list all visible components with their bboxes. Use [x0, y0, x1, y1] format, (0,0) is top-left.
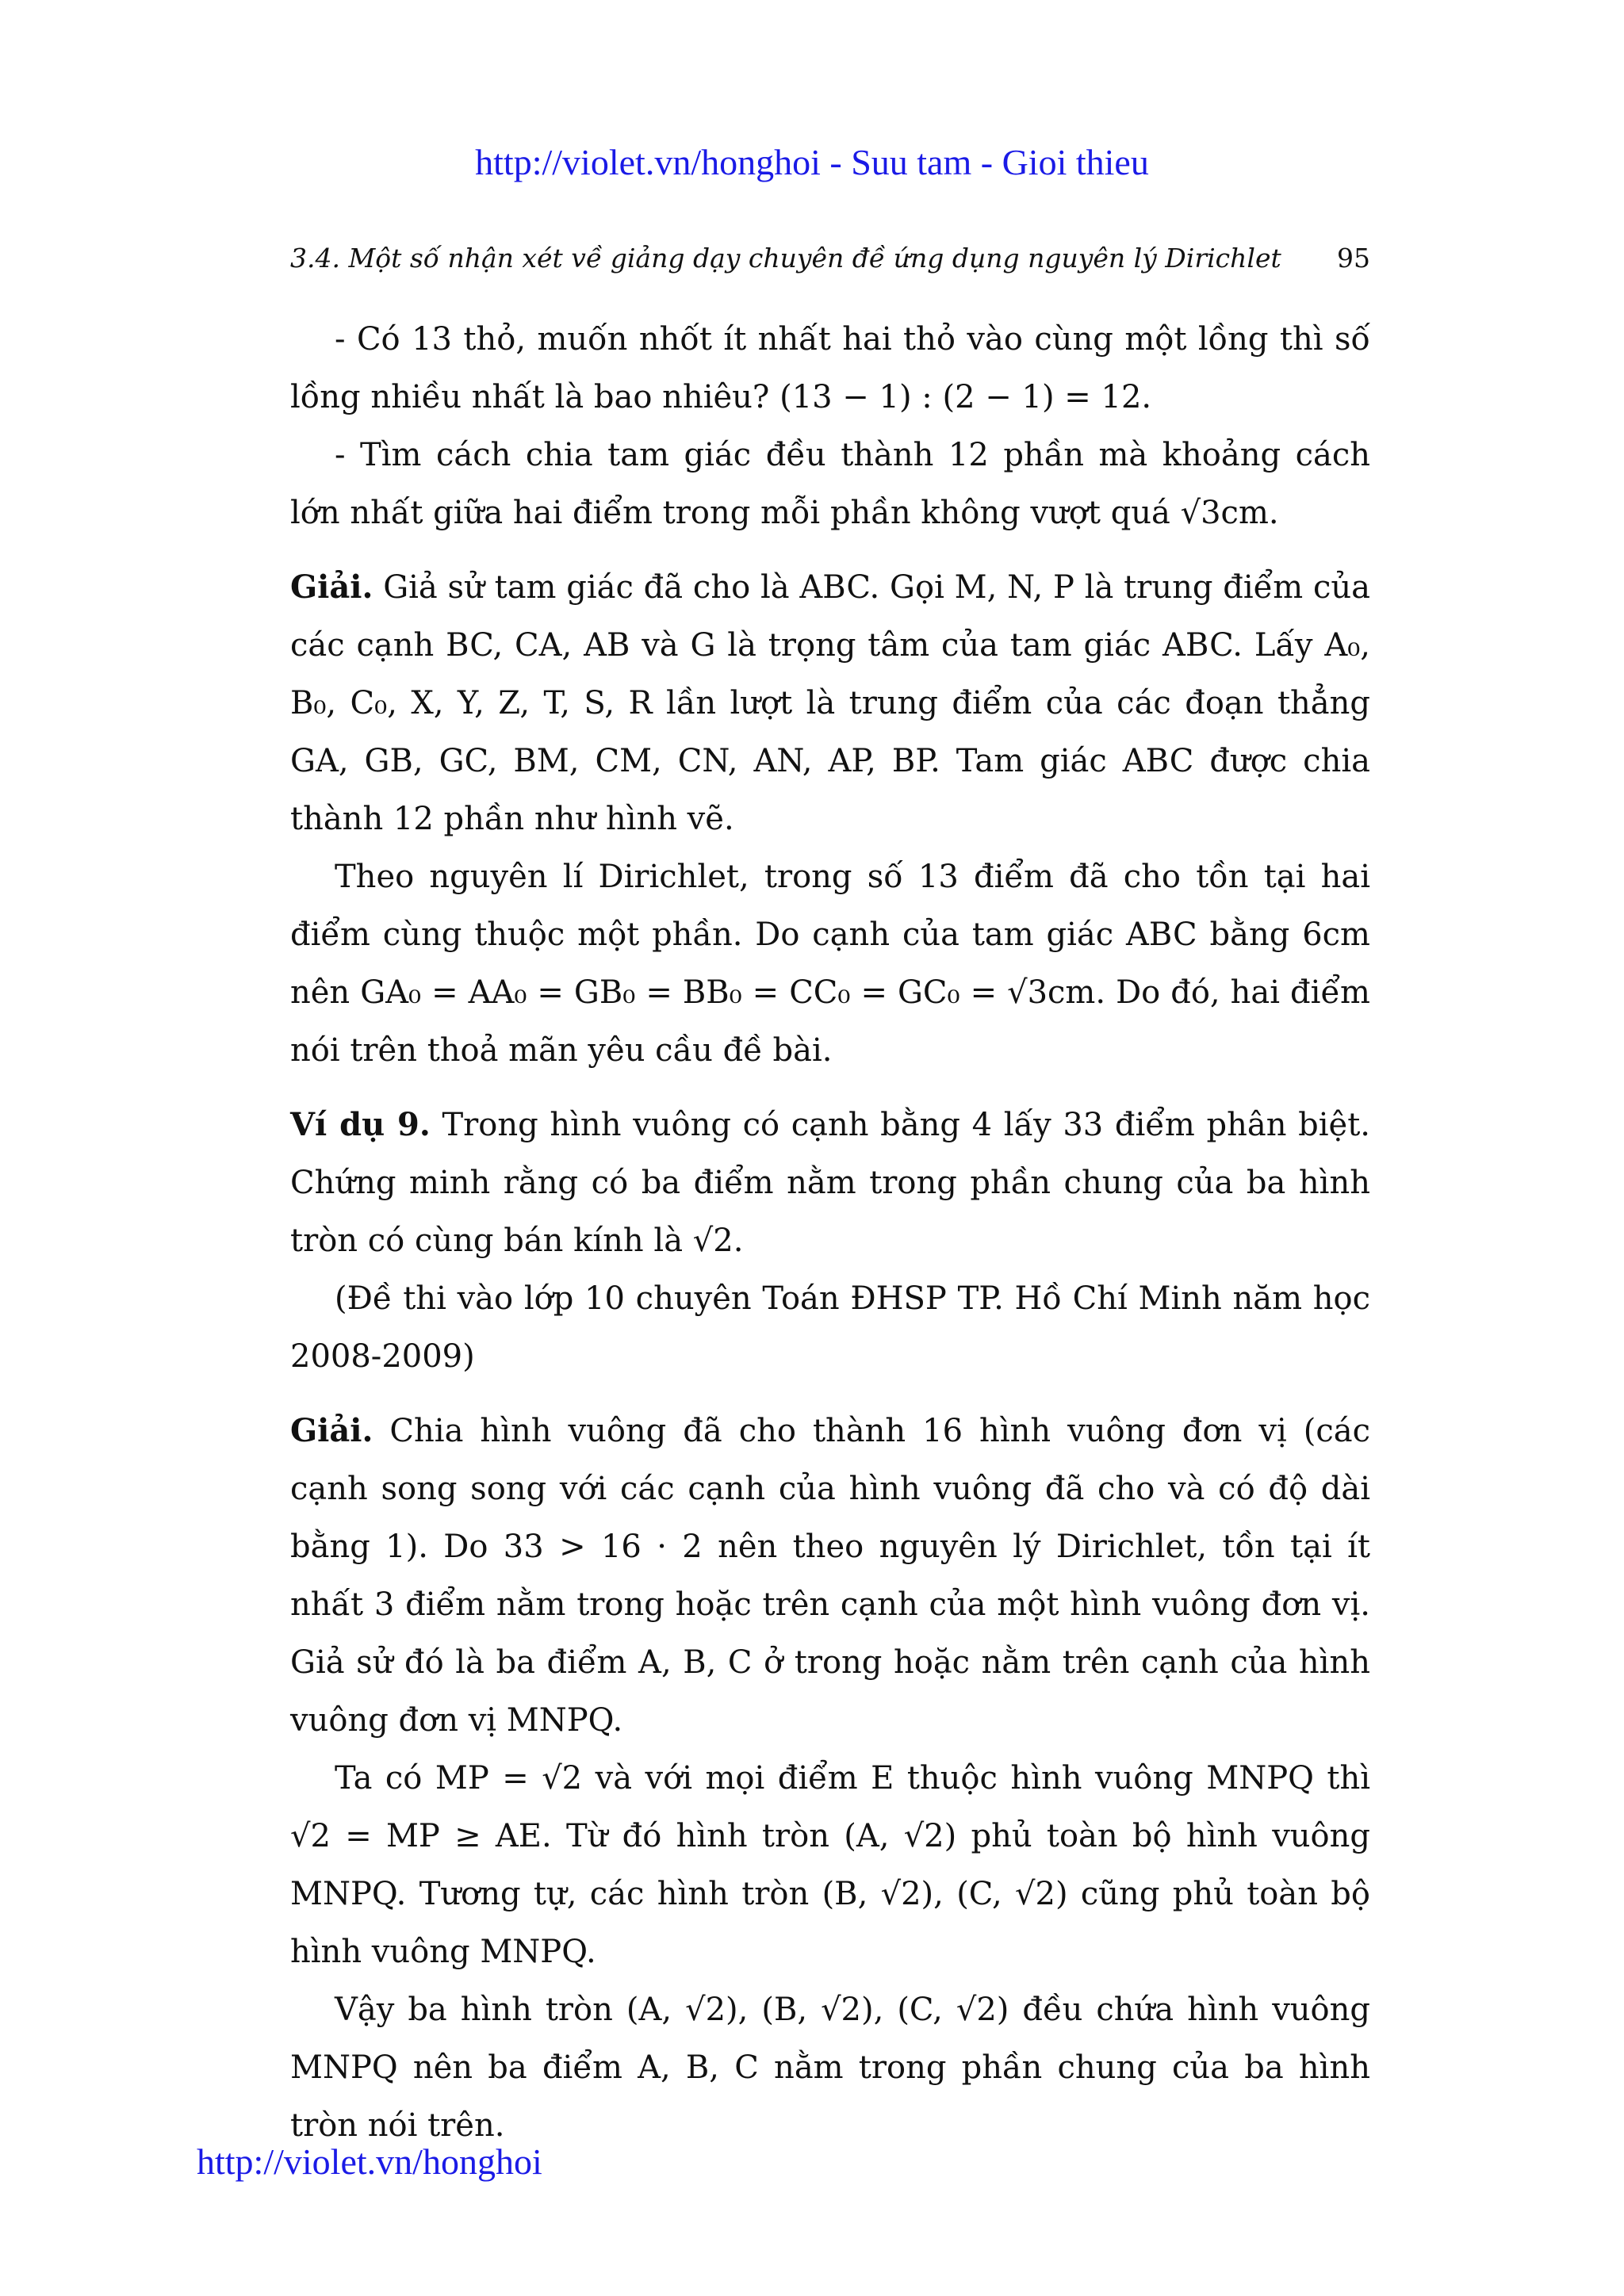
- solution-2: [290, 1402, 1370, 1750]
- example-9: [290, 1096, 1370, 1270]
- running-header: [290, 243, 1370, 274]
- section-title: 3.4. Một số nhận xét về giảng dạy chuyên đề ứng dụng nguyên lý Dirichlet: [290, 243, 1281, 274]
- bottom-source-link[interactable]: http://violet.vn/honghoi: [197, 2141, 542, 2182]
- solution-2-label: Giải.: [290, 1412, 373, 1449]
- example-9-label: Ví dụ 9.: [290, 1106, 431, 1143]
- paragraph-rabbits-question: - Có 13 thỏ, muốn nhốt ít nhất hai thỏ vào cùng một lồng thì số lồng nhiều nhất là bao nhiêu? (13 − 1) : (2 − 1) = 12.: [290, 321, 1370, 415]
- paragraph-triangle-division: - Tìm cách chia tam giác đều thành 12 phần mà khoảng cách lớn nhất giữa hai điểm trong mỗi phần không vượt quá √3cm.: [290, 437, 1370, 531]
- solution-1-label: Giải.: [290, 568, 373, 606]
- exam-source-note: (Đề thi vào lớp 10 chuyên Toán ĐHSP TP. Hồ Chí Minh năm học 2008-2009): [290, 1280, 1370, 1375]
- example-9-text: Trong hình vuông có cạnh bằng 4 lấy 33 điểm phân biệt. Chứng minh rằng có ba điểm nằm trong phần chung của ba hình tròn có cùng bán kính là √2.: [290, 1107, 1371, 1259]
- solution-2-text: Chia hình vuông đã cho thành 16 hình vuông đơn vị (các cạnh song song với các cạnh của hình vuông đã cho và có độ dài bằng 1). Do 33 > 16 · 2 nên theo nguyên lý Dirichlet, tồn tại ít nhất 3 điểm nằm trong hoặc trên cạnh của một hình vuông đơn vị. Giả sử đó là ba điểm A, B, C ở trong hoặc nằm trên cạnh của hình vuông đơn vị MNPQ.: [290, 1413, 1371, 1739]
- paragraph-mp-argument: Ta có MP = √2 và với mọi điểm E thuộc hình vuông MNPQ thì √2 = MP ≥ AE. Từ đó hình tròn (A, √2) phủ toàn bộ hình vuông MNPQ. Tương tự, các hình tròn (B, √2), (C, √2) cũng phủ toàn bộ hình vuông MNPQ.: [290, 1760, 1370, 1970]
- page-number: 95: [1337, 243, 1370, 274]
- top-source-link[interactable]: http://violet.vn/honghoi - Suu tam - Gioi thieu: [475, 142, 1149, 182]
- paragraph-conclusion: Vậy ba hình tròn (A, √2), (B, √2), (C, √2) đều chứa hình vuông MNPQ nên ba điểm A, B, C nằm trong phần chung của ba hình tròn nói trên.: [290, 1992, 1370, 2144]
- solution-1-text: Giả sử tam giác đã cho là ABC. Gọi M, N, P là trung điểm của các cạnh BC, CA, AB và G là trọng tâm của tam giác ABC. Lấy A₀, B₀, C₀, X, Y, Z, T, S, R lần lượt là trung điểm của các đoạn thẳng GA, GB, GC, BM, CM, CN, AN, AP, BP. Tam giác ABC được chia thành 12 phần như hình vẽ.: [290, 569, 1370, 837]
- solution-1: [290, 558, 1370, 848]
- page-body: [290, 311, 1370, 2155]
- paragraph-dirichlet-application: Theo nguyên lí Dirichlet, trong số 13 điểm đã cho tồn tại hai điểm cùng thuộc một phần. Do cạnh của tam giác ABC bằng 6cm nên GA₀ = AA₀ = GB₀ = BB₀ = CC₀ = GC₀ = √3cm. Do đó, hai điểm nói trên thoả mãn yêu cầu đề bài.: [290, 859, 1370, 1069]
